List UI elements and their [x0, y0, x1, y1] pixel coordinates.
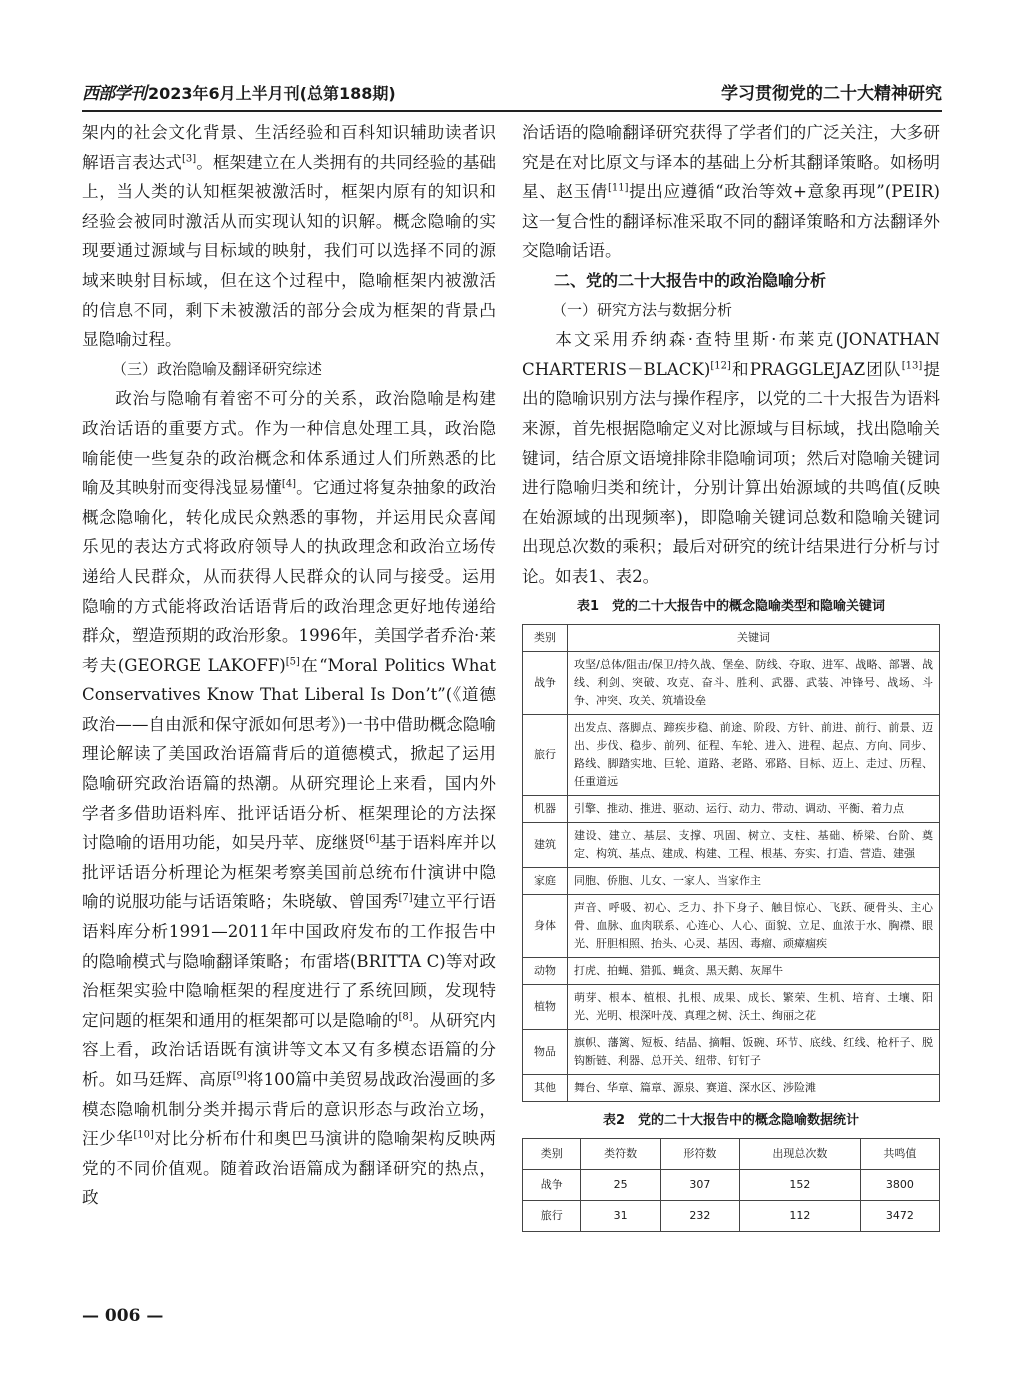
table-row: 机器 引擎、推动、推进、驱动、运行、动力、带动、调动、平衡、着力点 [523, 795, 940, 822]
table-row: 家庭 同胞、侨胞、儿女、一家人、当家作主 [523, 867, 940, 894]
table-row: 植物 萌芽、根本、植根、扎根、成果、成长、繁荣、生机、培育、土壤、阳光、光明、根深叶茂、真理之树、沃土、绚丽之花 [523, 984, 940, 1029]
table-row: 战争 攻坚/总体/阻击/保卫/持久战、堡垒、防线、夺取、进军、战略、部署、战线、利剑、突破、攻克、奋斗、胜利、武器、武装、冲锋号、战场、斗争、冲突、攻关、筑墙设垒 [523, 651, 940, 714]
journal-info [82, 79, 396, 104]
table2-header: 类别 [523, 1138, 581, 1169]
journal-logo: 西部学刊 [82, 84, 146, 104]
paragraph: 政治与隐喻有着密不可分的关系，政治隐喻是构建政治话语的重要方式。作为一种信息处理工具，政治隐喻能使一些复杂的政治概念和体系通过人们所熟悉的比喻及其映射而变得浅显易懂[4]。它通过将复杂抽象的政治概念隐喻化，转化成民众熟悉的事物，并运用民众喜闻乐见的表达方式将政府领导人的执政理念和政治立场传递给人民群众，从而获得人民群众的认同与接受。运用隐喻的方式能将政治话语背后的政治理念更好地传递给群众，塑造预期的政治形象。1996年，美国学者乔治·莱考夫(GEORGE LAKOFF)[5]在“Moral Politics What Conservatives Know That Liberal Is Don’t”(《道德政治——自由派和保守派如何思考》)一书中借助概念隐喻理论解读了美国政治语篇背后的道德模式，掀起了运用隐喻研究政治语篇的热潮。从研究理论上来看，国内外学者多借助语料库、批评话语分析、框架理论的方法探讨隐喻的语用功能，如吴丹苹、庞继贤[6]基于语料库并以批评话语分析理论为框架考察美国前总统布什演讲中隐喻的说服功能与话语策略；朱晓敏、曾国秀[7]建立平行语语料库分析1991—2011年中国政府发布的工作报告中的隐喻模式与隐喻翻译策略；布雷塔(BRITTA C)等对政治框架实验中隐喻框架的程度进行了系统回顾，发现特定问题的框架和通用的框架都可以是隐喻的[8]。从研究内容上看，政治话语既有演讲等文本又有多模态语篇的分析。如马廷辉、高原[9]将100篇中美贸易战政治漫画的多模态隐喻机制分类并揭示背后的意识形态与政治立场，汪少华[10]对比分析布什和奥巴马演讲的隐喻架构反映两党的不同价值观。随着政治语篇成为翻译研究的热点，政 [82, 389, 497, 1208]
page-number: — 006 — [82, 1306, 164, 1326]
table-row: 旅行 31 232 112 3472 [523, 1200, 940, 1231]
issue-info: 2023年6月上半月刊(总第188期) [148, 84, 396, 103]
table2-header: 出现总次数 [739, 1138, 860, 1169]
table-row: 其他 舞台、华章、篇章、源泉、赛道、深水区、涉险滩 [523, 1074, 940, 1101]
subsection-heading: （三）政治隐喻及翻译研究综述 [112, 359, 323, 378]
table1-header-category: 类别 [523, 624, 568, 651]
table2-caption: 表2 党的二十大报告中的概念隐喻数据统计 [602, 1112, 860, 1128]
table-row: 旅行 出发点、落脚点、蹄疾步稳、前途、阶段、方针、前进、前行、前景、迈出、步伐、稳步、前列、征程、车轮、进入、进程、起点、方向、同步、路线、脚踏实地、巨轮、道路、老路、邪路、目标、迈上、走过、历程、任重道远 [523, 714, 940, 795]
subsection-heading: （一）研究方法与数据分析 [552, 300, 733, 319]
table-row: 身体 声音、呼吸、初心、乏力、扑下身子、触目惊心、飞跃、硬骨头、主心骨、血脉、血肉联系、心连心、人心、面貌、立足、血浓于水、胸襟、眼光、肝胆相照、抬头、心灵、基因、毒瘤、顽瘴痼疾 [523, 894, 940, 957]
table2 [522, 1138, 940, 1232]
table-row: 物品 旗帜、藩篱、短板、结晶、摘帽、饭碗、环节、底线、红线、枪杆子、脱钩断链、利器、总开关、纽带、钉钉子 [523, 1029, 940, 1074]
running-header [82, 70, 942, 112]
table-row: 建筑 建设、建立、基层、支撑、巩固、树立、支柱、基础、桥梁、台阶、奠定、构筑、基点、建成、构建、工程、根基、夯实、打造、营造、建强 [523, 822, 940, 867]
table-row: 战争 25 307 152 3800 [523, 1169, 940, 1200]
table2-header: 共鸣值 [860, 1138, 939, 1169]
paragraph: 架内的社会文化背景、生活经验和百科知识辅助读者识解语言表达式[3]。框架建立在人类拥有的共同经验的基础上，当人类的认知框架被激活时，框架内原有的知识和经验会被同时激活从而实现认知的识解。概念隐喻的实现要通过源域与目标域的映射，我们可以选择不同的源域来映射目标域，但在这个过程中，隐喻框架内被激活的信息不同，剩下未被激活的部分会成为框架的背景凸显隐喻过程。 [82, 123, 497, 350]
paragraph: 本文采用乔纳森·查特里斯·布莱克(JONATHAN CHARTERIS－BLACK)[12]和PRAGGLEJAZ团队[13]提出的隐喻识别方法与操作程序，以党的二十大报告为语料来源，首先根据隐喻定义对比源域与目标域，找出隐喻关键词，结合原文语境排除非隐喻词项；然后对隐喻关键词进行隐喻归类和统计，分别计算出始源域的共鸣值(反映在始源域的出现频率)，即隐喻关键词总数和隐喻关键词出现总次数的乘积；最后对研究的统计结果进行分析与讨论。如表1、表2。 [522, 330, 941, 586]
section-heading: 二、党的二十大报告中的政治隐喻分析 [554, 270, 827, 290]
table-row: 动物 打虎、拍蝇、猎狐、蝇贪、黑天鹅、灰犀牛 [523, 957, 940, 984]
table2-header: 类符数 [581, 1138, 660, 1169]
table1 [522, 624, 940, 1102]
right-column [522, 118, 940, 1232]
paragraph: 治话语的隐喻翻译研究获得了学者们的广泛关注，大多研究是在对比原文与译本的基础上分析其翻译策略。如杨明星、赵玉倩[11]提出应遵循“政治等效+意象再现”(PEIR)这一复合性的翻译标准采取不同的翻译策略和方法翻译外交隐喻话语。 [522, 123, 940, 261]
column-title: 学习贯彻党的二十大精神研究 [721, 84, 942, 104]
table1-caption: 表1 党的二十大报告中的概念隐喻类型和隐喻关键词 [576, 598, 886, 614]
table1-header-keywords: 关键词 [568, 624, 940, 651]
left-column [82, 118, 496, 1213]
table2-header: 形符数 [660, 1138, 739, 1169]
